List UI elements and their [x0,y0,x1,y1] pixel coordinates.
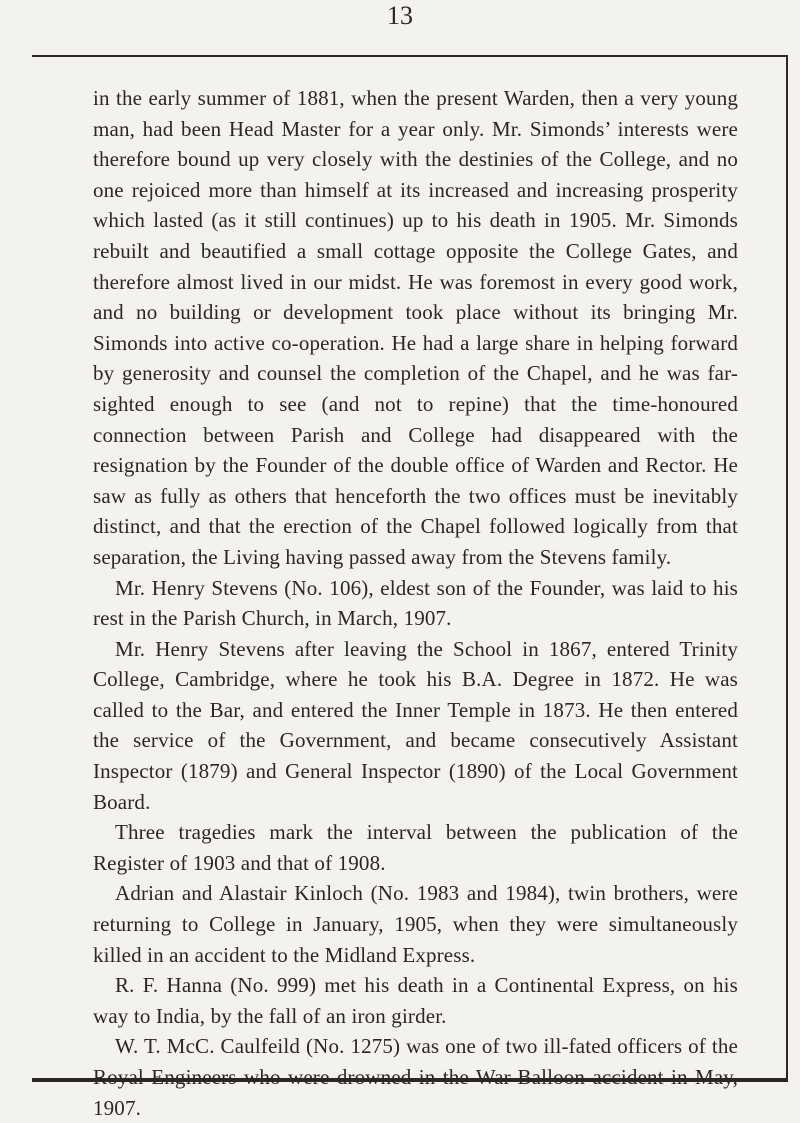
paragraph-caulfeild: W. T. McC. Caulfeild (No. 1275) was one of two ill-fated officers of the Royal Engineers who were drowned in the War-Balloon accident in May, 1907. [93,1034,738,1120]
paragraph-three-tragedies: Three tragedies mark the interval between the publication of the Register of 1903 and that of 1908. [93,820,738,875]
paragraph-henry-stevens-burial: Mr. Henry Stevens (No. 106), eldest son of the Founder, was laid to his rest in the Parish Church, in March, 1907. [93,575,738,631]
paragraph-hanna: R. F. Hanna (No. 999) met his death in a Continental Express, on his way to India, by the fall of an iron girder. [93,973,738,1028]
paragraph-kinloch: Adrian and Alastair Kinloch (No. 1983 and 1984), twin brothers, were returning to College in January, 1905, when they were simultaneously killed in an accident to the Midland Express. [93,881,738,967]
body-text [93,83,738,1123]
page-number: 13 [387,1,413,30]
paragraph-henry-stevens-career: Mr. Henry Stevens after leaving the School in 1867, entered Trinity College, Cambridge, where he took his B.A. Degree in 1872. He was called to the Bar, and entered the Inner Temple in 1873. He then entered the service of the Government, and became consecutively Assistant Inspector (1879) and General Inspector (1890) of the Local Government Board. [93,636,738,814]
paragraph-simonds: in the early summer of 1881, when the present Warden, then a very young man, had been Head Master for a year only. Mr. Simonds’ interests were therefore bound up very closely with the destinies of the College, and no one rejoiced more than himself at its increased and increasing prosperity which lasted (as it still continues) up to his death in 1905. Mr. Simonds rebuilt and beautified a small cottage opposite the College Gates, and therefore almost lived in our midst. He was foremost in every good work, and no building or development took place without its bringing Mr. Simonds into active co-operation. He had a large share in helping forward by generosity and counsel the completion of the Chapel, and he was far-sighted enough to see (and not to repine) that the time-honoured connection between Parish and College had disappeared with the resignation by the Founder of the double office of Warden and Rector. He saw as fully as others that henceforth the two offices must be inevitably distinct, and that the erection of the Chapel followed logically from that separation, the Living having passed away from the Stevens family. [93,86,738,569]
